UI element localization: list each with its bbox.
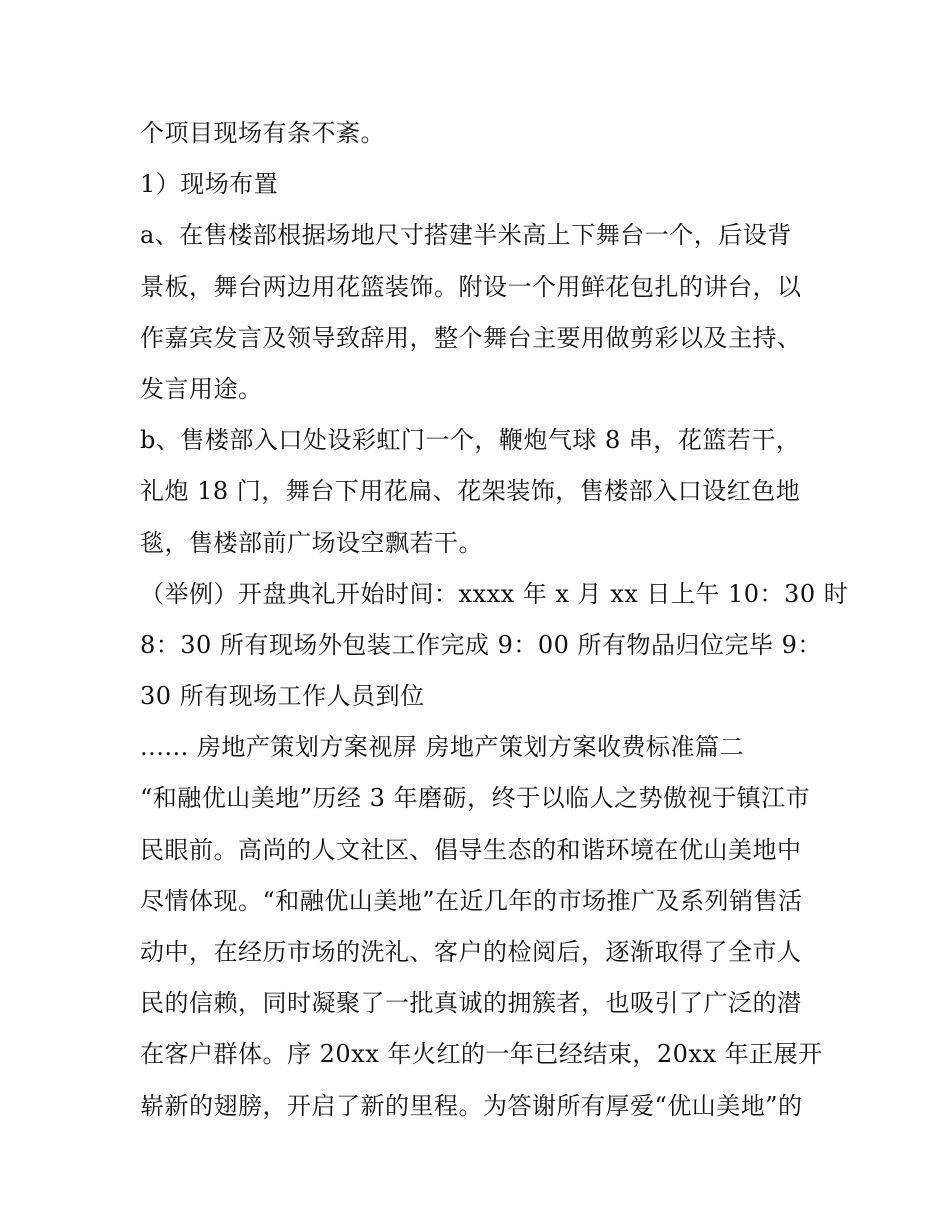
text-line: 作嘉宾发言及领导致辞用，整个舞台主要用做剪彩以及主持、: [140, 323, 802, 352]
text-line: 礼炮 18 门，舞台下用花扁、花架装饰，售楼部入口设红色地: [140, 477, 801, 506]
text-line: “和融优山美地”历经 3 年磨砺，终于以临人之势傲视于镇江市: [140, 784, 811, 813]
text-line: 在客户群体。序 20xx 年火红的一年已经结束，20xx 年正展开: [140, 1040, 823, 1069]
section-title: ...... 房地产策划方案视屏 房地产策划方案收费标准篇二: [140, 733, 745, 762]
text-line: 30 所有现场工作人员到位: [140, 682, 425, 711]
document-body: [140, 108, 849, 1132]
text-line: 民的信赖，同时凝聚了一批真诚的拥簇者，也吸引了广泛的潜: [140, 989, 802, 1018]
text-line: 崭新的翅膀，开启了新的里程。为答谢所有厚爱“优山美地”的: [140, 1091, 803, 1120]
text-line: b、售楼部入口处设彩虹门一个，鞭炮气球 8 串，花篮若干，: [140, 426, 801, 455]
section-heading: 1）现场布置: [140, 170, 279, 199]
text-line: 毯，售楼部前广场设空飘若干。: [140, 528, 483, 557]
text-line: 尽情体现。“和融优山美地”在近几年的市场推广及系列销售活: [140, 886, 803, 915]
text-line: 个项目现场有条不紊。: [140, 119, 385, 147]
text-line: 动中，在经历市场的洗礼、客户的检阅后，逐渐取得了全市人: [140, 938, 802, 966]
text-line: 8：30 所有现场外包装工作完成 9：00 所有物品归位完毕 9：: [140, 630, 822, 659]
text-line: 民眼前。高尚的人文社区、倡导生态的和谐环境在优山美地中: [140, 835, 802, 864]
text-line: 发言用途。: [140, 374, 263, 403]
text-line: 景板，舞台两边用花篮装饰。附设一个用鲜花包扎的讲台，以: [140, 272, 802, 301]
text-line: （举例）开盘典礼开始时间：xxxx 年 x 月 xx 日上午 10：30 时: [140, 579, 849, 608]
text-line: a、在售楼部根据场地尺寸搭建半米高上下舞台一个，后设背: [140, 221, 792, 250]
